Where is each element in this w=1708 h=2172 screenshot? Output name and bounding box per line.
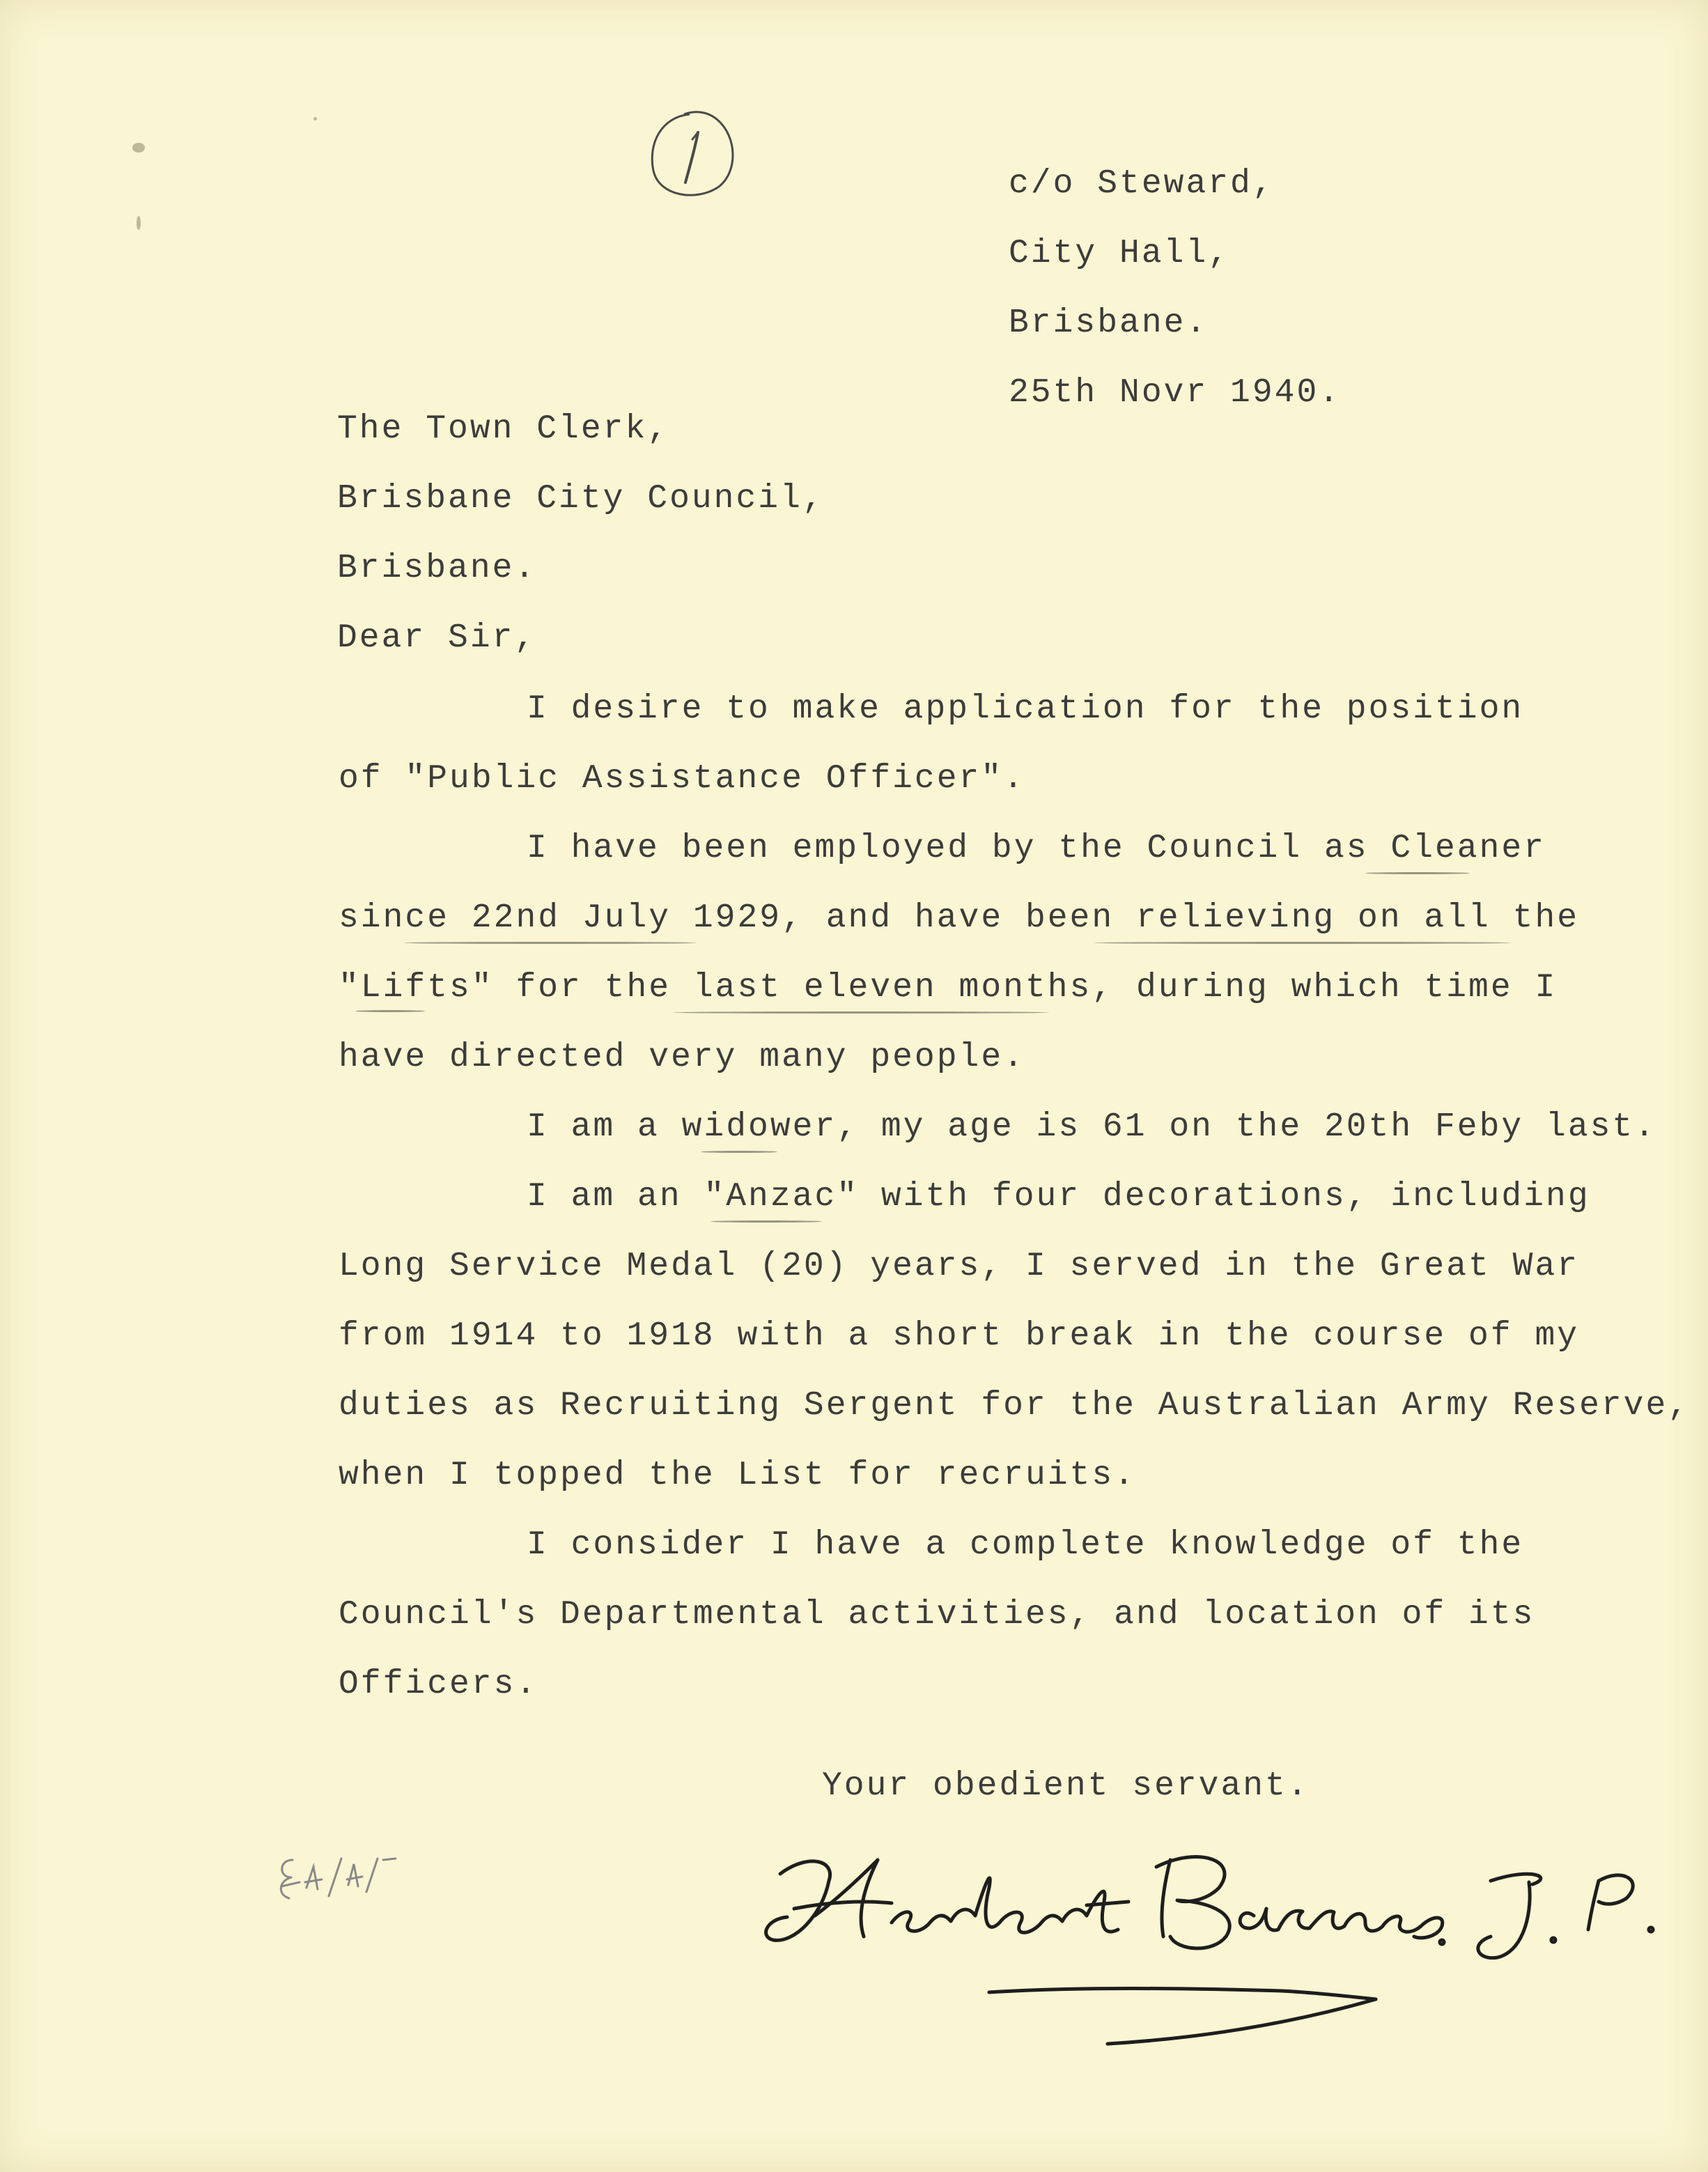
body-line: when I topped the List for recruits. [339,1457,1136,1494]
pencil-underline [701,1151,777,1153]
sender-address-line-2: City Hall, [1009,235,1231,272]
recipient-line-1: The Town Clerk, [337,410,670,448]
pencil-underline [711,1220,822,1223]
body-line: from 1914 to 1918 with a short break in the course of my [339,1317,1580,1355]
recipient-line-2: Brisbane City Council, [337,480,825,518]
sender-address-line-3: Brisbane. [1009,304,1209,342]
handwritten-signature [752,1839,1686,1971]
body-line: I desire to make application for the position [527,690,1524,728]
body-line: I am a widower, my age is 61 on the 20th Feby last. [527,1108,1657,1146]
circled-folio-number [641,104,745,209]
signature-flourish [975,1971,1393,2055]
body-line: have directed very many people. [339,1039,1025,1076]
letter-date: 25th Novr 1940. [1009,374,1342,412]
body-line: of "Public Assistance Officer". [339,760,1025,798]
pencil-underline [1094,942,1512,944]
closing: Your obedient servant. [822,1767,1310,1805]
body-line: I am an "Anzac" with four decorations, including [527,1178,1590,1216]
salutation: Dear Sir, [337,619,537,657]
paper-speck [132,143,145,153]
pencil-underline [355,1010,425,1012]
paper-speck [313,117,317,121]
pencil-underline [1365,872,1470,874]
body-line: since 22nd July 1929, and have been relieving on all the [339,899,1580,937]
body-line: I consider I have a complete knowledge of the [527,1526,1524,1564]
body-line: duties as Recruiting Sergent for the Australian Army Reserve, [339,1387,1691,1425]
paper-speck [137,216,141,230]
pencil-amount-note [272,1839,404,1916]
body-line: I have been employed by the Council as Cleaner [527,830,1546,867]
body-line: Council's Departmental activities, and location of its [339,1596,1535,1634]
pencil-underline [404,942,697,944]
pencil-underline [673,1011,1049,1014]
sender-address-line-1: c/o Steward, [1009,165,1275,203]
recipient-line-3: Brisbane. [337,550,537,587]
body-line: Officers. [339,1666,538,1703]
body-line: Long Service Medal (20) years, I served in the Great War [339,1248,1580,1285]
body-line: "Lifts" for the last eleven months, during which time I [339,969,1558,1007]
